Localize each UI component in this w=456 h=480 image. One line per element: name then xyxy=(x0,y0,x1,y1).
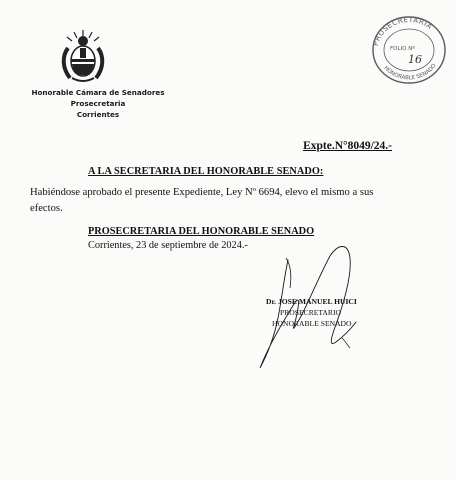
signature-block xyxy=(266,296,357,329)
body-paragraph: Habiéndose aprobado el presente Expediente, Ley Nº 6694, elevo el mismo a sus efectos. xyxy=(30,187,374,214)
addressee-heading: A LA SECRETARIA DEL HONORABLE SENADO: xyxy=(88,166,324,177)
expediente-number: Expte.N°8049/24.- xyxy=(303,140,392,152)
sender-department: PROSECRETARIA DEL HONORABLE SENADO xyxy=(88,226,315,237)
stamp-ring-text: PROSECRETARIA xyxy=(371,15,434,47)
stamp-folio-number: 16 xyxy=(408,53,422,66)
stamp-folio-label: FOLIO Nº xyxy=(390,46,415,52)
coat-of-arms-emblem xyxy=(58,28,108,84)
institution-header xyxy=(28,87,168,120)
signatory-name: Dr. JOSE MANUEL HUICI xyxy=(266,297,357,306)
signatory-office: HONORABLE SENADO xyxy=(272,319,352,328)
folio-stamp xyxy=(368,12,450,86)
stamp-bottom-text: HONORABLE SENADO xyxy=(382,62,438,82)
department-name: Prosecretaria xyxy=(70,99,126,108)
city-name: Corrientes xyxy=(76,110,120,119)
place-date: Corrientes, 23 de septiembre de 2024.- xyxy=(88,240,248,251)
signatory-title: PROSECRETARIO xyxy=(280,308,341,317)
institution-name: Honorable Cámara de Senadores xyxy=(31,88,165,97)
